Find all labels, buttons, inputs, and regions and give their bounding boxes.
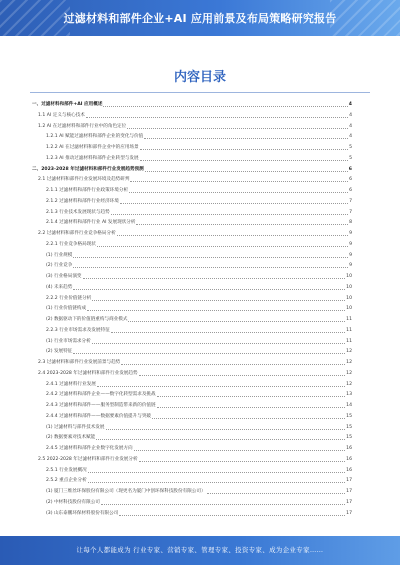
toc-entry-label: 一、过滤材料和部件+AI 应用概述 [32,102,103,107]
toc-entry-label: 2.4.3 过滤材料和部件——服务型制造带来新的价值链 [46,403,156,408]
toc-entry-page: 12 [346,381,352,387]
toc-leader-dots [130,181,348,182]
toc-entry[interactable] [38,174,352,183]
toc-entry-page: 16 [346,467,352,473]
toc-leader-dots [136,224,348,225]
toc-entry-label: 2.5 2022-2028 年过滤材料和部件行业发展分析 [38,456,138,462]
toc-leader-dots [103,106,347,107]
toc-entry-label: (2) 数据要素对技术赋能 [46,435,96,441]
toc-entry-label: 2.2.1 行业竞争格局现状 [46,241,96,247]
toc-entry[interactable] [46,250,352,259]
toc-entry[interactable] [38,121,352,130]
toc-entry[interactable] [46,346,352,355]
toc-entry[interactable] [46,239,352,248]
toc-leader-dots [97,386,345,387]
toc-entry-page: 7 [349,198,352,204]
toc-entry-page: 8 [349,220,352,226]
toc-entry-label: (1) 行业价值链构成 [46,306,87,312]
toc-entry-label: 2.1.3 行业技术发展现状与趋势 [46,209,110,215]
toc-entry-page: 10 [346,284,352,290]
toc-entry[interactable] [46,207,352,216]
toc-leader-dots [92,300,345,301]
toc-entry-label: 2.1 过滤材料和部件行业发展环境及趋势研判 [38,177,130,183]
toc-leader-dots [128,321,345,322]
toc-leader-dots [73,353,345,354]
toc-entry-label: (1) 行业规模 [46,252,73,258]
toc-entry[interactable] [46,185,352,194]
toc-leader-dots [106,429,346,430]
toc-leader-dots [86,117,348,118]
toc-entry[interactable] [46,314,352,323]
toc-entry-page: 15 [346,424,352,430]
toc-entry-label: 2.1.4 过滤材料和部件行业 AI 发展现状分析 [46,220,136,226]
toc-leader-dots [157,396,346,397]
toc-entry[interactable] [46,486,352,495]
toc-entry-page: 17 [346,478,352,484]
toc-entry[interactable] [46,142,352,151]
toc-entry-page: 13 [346,392,352,398]
toc-leader-dots [92,343,345,344]
toc-entry[interactable] [38,454,352,463]
toc-entry-label: (3) 行业格局演变 [46,274,82,279]
toc-entry-page: 9 [349,252,352,258]
toc-entry[interactable] [46,217,352,226]
toc-entry[interactable] [46,475,352,484]
report-title: 过滤材料和部件企业+AI 应用前景及布局策略研究报告 [63,12,337,25]
toc-leader-dots [157,407,346,408]
toc-entry-page: 15 [346,435,352,441]
toc-leader-dots [73,267,348,268]
toc-leader-dots [111,214,348,215]
toc-entry[interactable] [46,443,352,452]
toc-entry-label: (2) 中材科技股份有限公司 [46,499,100,505]
toc-leader-dots [83,278,346,279]
toc-leader-dots [96,439,345,440]
toc-entry[interactable] [46,196,352,205]
toc-entry[interactable] [38,228,352,237]
toc-leader-dots [121,364,345,365]
toc-entry-label: (3) 山东泰鹏环保材料股份有限公司 [46,510,119,516]
toc-entry-page: 9 [349,263,352,269]
toc-entry-label: (4) 未来趋势 [46,284,73,290]
toc-entry-label: 二、2023-2028 年过滤材料和部件行业发展趋势预测 [32,166,144,172]
toc-entry-page: 17 [346,510,352,516]
toc-entry[interactable] [46,282,352,291]
toc-leader-dots [127,128,348,129]
toc-entry[interactable] [38,368,352,377]
toc-entry[interactable] [46,465,352,474]
toc-entry-page: 10 [346,306,352,312]
toc-entry-page: 4 [349,112,352,118]
toc-leader-dots [88,482,345,483]
toc-entry-label: (1) 厦门三维丝环保股份有限公司（现更名为厦门中创环保科技股份有限公司） [46,489,206,494]
toc-entry-page: 4 [349,123,352,129]
toc-entry[interactable] [46,153,352,162]
toc-entry-page: 10 [346,274,352,279]
toc-entry-label: 2.2.3 行业市场需求及发展特征 [46,327,110,333]
toc-entry-label: 2.5.1 行业发展概况 [46,467,87,473]
toc-leader-dots [119,515,345,516]
toc-entry[interactable] [46,303,352,312]
toc-entry-page: 16 [346,456,352,462]
toc-entry[interactable] [46,293,352,302]
toc-entry-label: 1.2 AI 在过滤材料和部件行业中的角色定位 [38,123,127,129]
toc-entry-page: 9 [349,231,352,236]
toc-entry-label: (1) 行业市场需求分析 [46,338,91,344]
toc-entry[interactable] [46,422,352,431]
toc-leader-dots [73,289,345,290]
toc-entry-label: 2.2 过滤材料和部件行业竞争格局分析 [38,231,116,236]
toc-entry-page: 11 [346,338,352,344]
toc-leader-dots [144,138,348,139]
toc-entry[interactable] [46,400,352,409]
toc-entry-page: 6 [348,166,352,172]
toc-entry[interactable] [46,260,352,269]
toc-leader-dots [140,160,348,161]
toc-entry[interactable] [46,389,352,398]
toc-entry-page: 9 [349,241,352,247]
toc-entry-label: (2) 数据驱动下的价值链重构与商业模式 [46,317,128,322]
toc-leader-dots [101,504,345,505]
toc-entry-label: 2.1.1 过滤材料和部件行业政策环境分析 [46,188,129,193]
toc-entry-page: 5 [349,145,352,150]
toc-leader-dots [129,192,348,193]
toc-entry-label: 2.4 2023-2028 年过滤材料和部件行业发展趋势 [38,370,138,376]
toc-entry-page: 6 [349,188,352,193]
toc-entry-page: 11 [346,327,352,333]
toc-entry-page: 12 [346,360,352,365]
toc-entry-label: 2.4.5 过滤材料和部件企业数字化发展方向 [46,446,133,451]
toc-entry[interactable] [32,164,352,173]
toc-leader-dots [139,375,346,376]
toc-entry-page: 11 [346,317,352,322]
toc-entry[interactable] [38,357,352,366]
toc-leader-dots [139,461,346,462]
toc-entry-label: 2.3 过滤材料和部件行业发展前景与趋势 [38,360,121,365]
toc-entry-page: 5 [349,155,352,161]
toc-entry-page: 4 [349,134,352,140]
toc-entry-page: 17 [346,499,352,505]
toc-entry[interactable] [38,110,352,119]
toc-entry-label: 2.4.2 过滤材料和部件企业——数字化转型需求及挑战 [46,392,156,398]
toc-entry-page: 17 [346,489,352,494]
toc-entry-page: 7 [349,209,352,215]
toc-entry-label: (2) 行业竞争 [46,263,73,269]
toc-entry-label: (1) 过滤材料与部件技术发展 [46,424,105,430]
toc-entry[interactable] [46,325,352,334]
toc-leader-dots [120,203,348,204]
toc-entry[interactable] [46,508,352,517]
toc-entry-page: 15 [346,413,352,419]
toc-entry-page: 16 [346,446,352,451]
toc-entry-label: 1.2.2 AI 在过滤材料和部件企业中的应用场景 [46,145,139,150]
toc-divider [30,92,370,93]
toc-entry-label: 1.2.3 AI 推动过滤材料和部件企业转型与发展 [46,155,139,161]
toc-entry-label: 1.2.1 AI 赋能过滤材料和部件企业的变化与价值 [46,134,144,140]
toc-entry-label: 2.2.2 行业价值链分析 [46,295,92,301]
toc-leader-dots [88,472,345,473]
toc-leader-dots [73,257,348,258]
toc-leader-dots [207,493,346,494]
toc-entry-label: 2.5.2 重点企业分析 [46,478,87,484]
toc-heading: 内容目录 [173,70,226,85]
toc-entry-label: (2) 发展特征 [46,349,73,355]
toc-leader-dots [97,246,348,247]
toc-leader-dots [152,418,345,419]
toc-leader-dots [145,171,348,172]
toc-entry-page: 12 [346,349,352,355]
toc-entry-label: 2.4.1 过滤材料行业发展 [46,381,96,387]
toc-entry-label: 2.4.4 过滤材料和部件——数据要素价值提升与突破 [46,413,152,419]
toc-entry-page: 14 [346,403,352,408]
toc-entry[interactable] [46,411,352,420]
toc-leader-dots [134,450,345,451]
toc-entry[interactable] [46,497,352,506]
toc-entry[interactable] [32,99,352,108]
toc-entry-page: 4 [348,102,352,107]
footer-slogan: 让每个人都能成为 行业专家、营销专家、管理专家、投资专家、成为企业专家…… [76,546,324,554]
toc-entry-page: 6 [349,177,352,183]
toc-entry[interactable] [46,336,352,345]
toc-entry-label: 1.1 AI 定义与核心技术 [38,112,85,118]
toc-leader-dots [87,310,345,311]
toc-entry[interactable] [46,131,352,140]
toc-entry[interactable] [46,271,352,280]
toc-entry-page: 12 [346,370,352,376]
toc-entry-label: 2.1.2 过滤材料和部件行业经济环境 [46,198,119,204]
toc-leader-dots [111,332,345,333]
toc-leader-dots [140,149,348,150]
toc-entry-page: 10 [346,295,352,301]
toc-entry[interactable] [46,432,352,441]
toc-leader-dots [117,235,348,236]
toc-entry[interactable] [46,379,352,388]
